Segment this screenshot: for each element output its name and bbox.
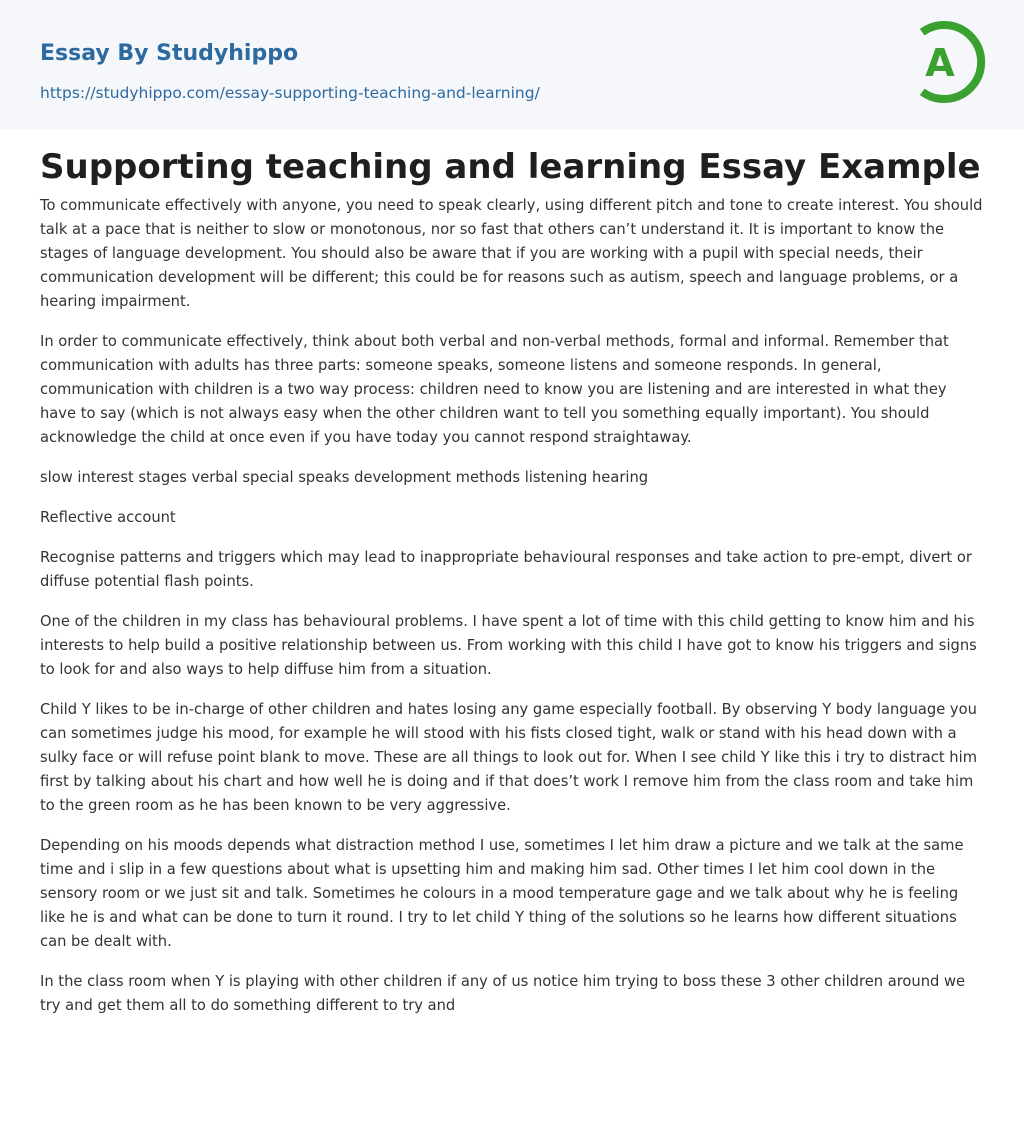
logo-letter: A bbox=[925, 41, 955, 85]
essay-body bbox=[40, 194, 984, 1034]
source-url-link[interactable]: https://studyhippo.com/essay-supporting-teaching-and-learning/ bbox=[40, 84, 540, 102]
page-title: Supporting teaching and learning Essay Example bbox=[40, 147, 981, 187]
site-header bbox=[0, 0, 1024, 129]
paragraph: Recognise patterns and triggers which may lead to inappropriate behavioural responses and take action to pre-empt, divert or diffuse potential flash points. bbox=[40, 549, 972, 590]
paragraph: To communicate effectively with anyone, you need to speak clearly, using different pitch and tone to create interest. You should talk at a pace that is neither to slow or monotonous, nor so fast that others can’t understand it. It is important to know the stages of language development. You should also be aware that if you are working with a pupil with special needs, their communication development will be different; this could be for reasons such as autism, speech and language problems, or a hearing impairment. bbox=[40, 197, 983, 310]
keywords-line: slow interest stages verbal special speaks development methods listening hearing bbox=[40, 469, 649, 486]
section-heading: Reflective account bbox=[40, 509, 176, 526]
paragraph: In order to communicate effectively, think about both verbal and non-verbal methods, formal and informal. Remember that communication with adults has three parts: someone speaks, someone listens and someone responds. In general, communication with children is a two way process: children need to know you are listening and are interested in what they have to say (which is not always easy when the other children want to tell you something equally important). You should acknowledge the child at once even if you have today you cannot respond straightaway. bbox=[40, 333, 949, 446]
paragraph: One of the children in my class has behavioural problems. I have spent a lot of time with this child getting to know him and his interests to help build a positive relationship between us. From working with this child I have got to know his triggers and signs to look for and also ways to help diffuse him from a situation. bbox=[40, 613, 977, 678]
studyhippo-logo-icon[interactable] bbox=[908, 18, 988, 106]
paragraph: In the class room when Y is playing with other children if any of us notice him trying to boss these 3 other children around we try and get them all to do something different to try and bbox=[40, 973, 966, 1014]
site-brand[interactable]: Essay By Studyhippo bbox=[40, 41, 299, 66]
paragraph: Child Y likes to be in-charge of other children and hates losing any game especially football. By observing Y body language you can sometimes judge his mood, for example he will stood with his fists closed tight, walk or stand with his head down with a sulky face or will refuse point blank to move. These are all things to look out for. When I see child Y like this i try to distract him first by talking about his chart and how well he is doing and if that does’t work I remove him from the class room and take him to the green room as he has been known to be very aggressive. bbox=[40, 701, 978, 814]
paragraph: Depending on his moods depends what distraction method I use, sometimes I let him draw a picture and we talk at the same time and i slip in a few questions about what is upsetting him and making him sad. Other times I let him cool down in the sensory room or we just sit and talk. Sometimes he colours in a mood temperature gage and we talk about why he is feeling like he is and what can be done to turn it round. I try to let child Y thing of the solutions so he learns how different situations can be dealt with. bbox=[40, 837, 964, 950]
